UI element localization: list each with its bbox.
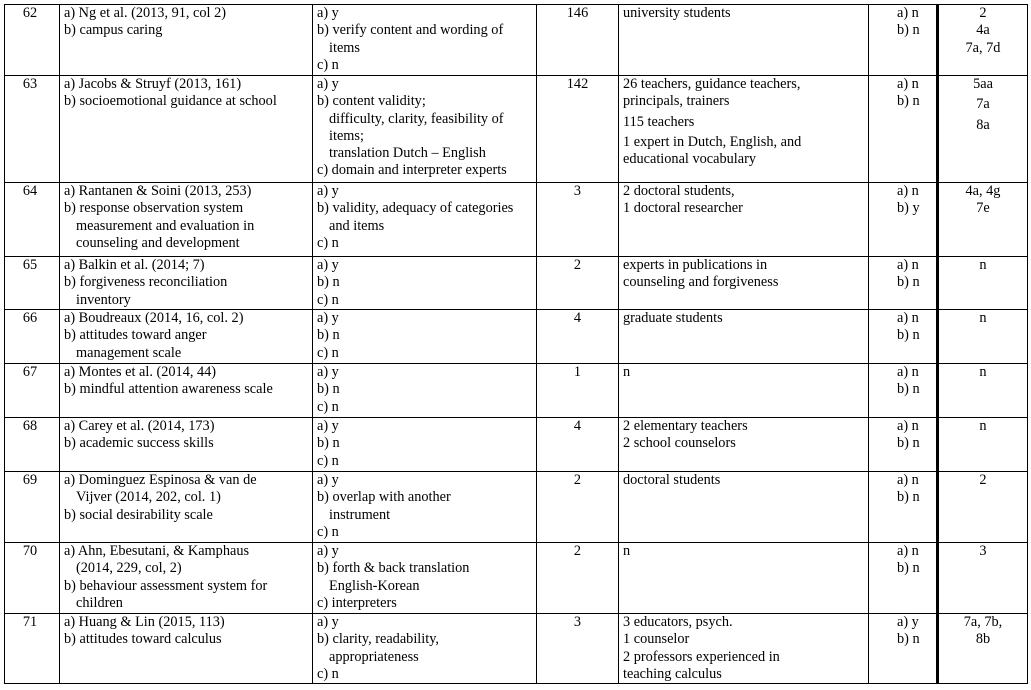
codes-cell: [938, 5, 1028, 76]
yes-no-line: b) n: [897, 631, 920, 648]
sample-count-cell: [537, 5, 619, 76]
code-line: n: [979, 364, 987, 380]
review-line: b) forth & back translation: [317, 560, 470, 577]
review-line: and items: [329, 217, 385, 234]
source-cell: [60, 257, 313, 310]
construct-line: inventory: [76, 291, 131, 308]
yes-no-line: a) y: [897, 614, 919, 630]
sample-count-cell: [537, 364, 619, 418]
review-cell: [313, 472, 537, 543]
experts-cell: [619, 76, 869, 183]
codes-cell: [938, 310, 1028, 364]
construct-line: counseling and development: [76, 234, 240, 251]
row-number-cell: [5, 418, 60, 472]
construct-line: (2014, 229, col, 2): [76, 560, 182, 577]
row-number: 69: [22, 472, 38, 488]
review-cell: [313, 257, 537, 310]
review-line: b) overlap with another: [317, 489, 451, 506]
review-line: instrument: [329, 506, 391, 523]
code-line: n: [979, 257, 987, 273]
review-line: difficulty, clarity, feasibility of: [329, 110, 504, 127]
table-row: [5, 183, 1028, 257]
review-line: c) n: [317, 523, 339, 540]
yes-no-cell: [869, 76, 938, 183]
review-line: c) n: [317, 56, 339, 73]
construct-line: b) socioemotional guidance at school: [64, 93, 277, 110]
sample-count-cell: [537, 472, 619, 543]
source-citation: a) Rantanen & Soini (2013, 253): [64, 183, 252, 199]
code-line: 8b: [975, 631, 991, 648]
data-table: [4, 4, 1028, 684]
table-body: [5, 5, 1028, 684]
experts-line: counseling and forgiveness: [623, 274, 779, 291]
code-line: 5aa: [973, 76, 993, 92]
code-line: n: [979, 310, 987, 326]
row-number-cell: [5, 5, 60, 76]
experts-cell: [619, 364, 869, 418]
review-line: c) n: [317, 234, 339, 251]
construct-line: b) social desirability scale: [64, 506, 213, 523]
review-line: c) n: [317, 398, 339, 415]
row-number: 67: [22, 364, 38, 380]
row-number-cell: [5, 364, 60, 418]
yes-no-cell: [869, 183, 938, 257]
row-number: 63: [22, 76, 38, 92]
source-cell: [60, 183, 313, 257]
review-line: a) y: [317, 5, 339, 21]
yes-no-cell: [869, 472, 938, 543]
code-line: 4a, 4g: [965, 183, 1001, 199]
construct-line: b) forgiveness reconciliation: [64, 274, 228, 291]
sample-count-cell: [537, 418, 619, 472]
row-number: 71: [22, 614, 38, 630]
review-cell: [313, 418, 537, 472]
yes-no-cell: [869, 364, 938, 418]
yes-no-line: a) n: [897, 5, 919, 21]
experts-cell: [619, 543, 869, 614]
construct-line: children: [76, 594, 123, 611]
table-row: [5, 614, 1028, 684]
review-line: a) y: [317, 364, 339, 380]
row-number-cell: [5, 257, 60, 310]
row-number: 62: [22, 5, 38, 21]
construct-line: management scale: [76, 344, 182, 361]
yes-no-line: b) y: [897, 200, 920, 217]
yes-no-line: b) n: [897, 93, 920, 110]
table-row: [5, 310, 1028, 364]
experts-line: n: [623, 364, 631, 380]
yes-no-line: a) n: [897, 310, 919, 326]
construct-line: b) attitudes toward anger: [64, 327, 207, 344]
experts-line: experts in publications in: [623, 257, 768, 273]
review-line: b) n: [317, 435, 340, 452]
review-line: a) y: [317, 543, 339, 559]
experts-cell: [619, 5, 869, 76]
review-line: a) y: [317, 472, 339, 488]
yes-no-line: b) n: [897, 327, 920, 344]
construct-line: measurement and evaluation in: [76, 217, 255, 234]
sample-count: 3: [573, 183, 582, 199]
experts-cell: [619, 418, 869, 472]
review-line: b) validity, adequacy of categories: [317, 200, 514, 217]
code-line: 4a: [976, 22, 990, 39]
sample-count: 1: [573, 364, 582, 380]
yes-no-line: b) n: [897, 22, 920, 39]
sample-count-cell: [537, 310, 619, 364]
source-cell: [60, 543, 313, 614]
yes-no-line: b) n: [897, 274, 920, 291]
yes-no-line: b) n: [897, 381, 920, 398]
construct-line: b) behaviour assessment system for: [64, 577, 268, 594]
construct-line: b) academic success skills: [64, 435, 214, 452]
review-line: English-Korean: [329, 577, 420, 594]
code-line: 7e: [976, 200, 990, 217]
sample-count-cell: [537, 614, 619, 684]
source-citation: a) Boudreaux (2014, 16, col. 2): [64, 310, 244, 326]
experts-line: 1 expert in Dutch, English, and: [623, 133, 802, 150]
sample-count: 146: [566, 5, 589, 21]
sample-count: 2: [573, 257, 582, 273]
code-line: 2: [979, 5, 987, 21]
code-line: 8a: [976, 116, 990, 133]
experts-line: 2 doctoral students,: [623, 183, 735, 199]
sample-count: 4: [573, 418, 582, 434]
construct-line: Vijver (2014, 202, col. 1): [76, 489, 221, 506]
review-line: c) n: [317, 291, 339, 308]
codes-cell: [938, 614, 1028, 684]
row-number-cell: [5, 183, 60, 257]
code-line: 2: [979, 472, 987, 488]
yes-no-line: a) n: [897, 257, 919, 273]
experts-line: 2 elementary teachers: [623, 418, 748, 434]
row-number-cell: [5, 472, 60, 543]
review-cell: [313, 76, 537, 183]
source-cell: [60, 76, 313, 183]
experts-line: n: [623, 543, 631, 559]
code-line: 3: [979, 543, 987, 559]
source-cell: [60, 614, 313, 684]
codes-cell: [938, 472, 1028, 543]
review-line: items: [329, 39, 360, 56]
review-line: b) n: [317, 381, 340, 398]
experts-cell: [619, 257, 869, 310]
sample-count: 4: [573, 310, 582, 326]
review-line: b) content validity;: [317, 93, 426, 110]
review-cell: [313, 543, 537, 614]
review-line: b) verify content and wording of: [317, 22, 504, 39]
source-citation: a) Carey et al. (2014, 173): [64, 418, 215, 434]
experts-line: 2 professors experienced in: [623, 648, 780, 665]
review-cell: [313, 183, 537, 257]
review-line: items;: [329, 127, 364, 144]
yes-no-cell: [869, 418, 938, 472]
row-number-cell: [5, 543, 60, 614]
code-line: n: [979, 418, 987, 434]
experts-line: 1 doctoral researcher: [623, 200, 743, 217]
review-line: a) y: [317, 76, 339, 92]
row-number: 68: [22, 418, 38, 434]
table-row: [5, 5, 1028, 76]
review-line: a) y: [317, 614, 339, 630]
yes-no-cell: [869, 543, 938, 614]
review-line: c) n: [317, 665, 339, 682]
table-row: [5, 472, 1028, 543]
experts-line: 2 school counselors: [623, 435, 736, 452]
row-number: 64: [22, 183, 38, 199]
experts-cell: [619, 472, 869, 543]
review-line: c) n: [317, 344, 339, 361]
source-citation: a) Ahn, Ebesutani, & Kamphaus: [64, 543, 250, 559]
source-citation: a) Jacobs & Struyf (2013, 161): [64, 76, 242, 92]
yes-no-line: a) n: [897, 364, 919, 380]
source-citation: a) Balkin et al. (2014; 7): [64, 257, 205, 273]
sample-count: 142: [566, 76, 589, 92]
source-cell: [60, 5, 313, 76]
yes-no-cell: [869, 5, 938, 76]
sample-count: 2: [573, 543, 582, 559]
review-cell: [313, 310, 537, 364]
experts-line: university students: [623, 5, 731, 21]
construct-line: b) response observation system: [64, 200, 244, 217]
review-line: a) y: [317, 183, 339, 199]
code-line: 7a: [976, 96, 990, 113]
review-line: appropriateness: [329, 648, 419, 665]
row-number: 70: [22, 543, 38, 559]
row-number-cell: [5, 310, 60, 364]
sample-count-cell: [537, 543, 619, 614]
experts-line: 1 counselor: [623, 631, 690, 648]
experts-line: graduate students: [623, 310, 723, 326]
yes-no-line: a) n: [897, 472, 919, 488]
source-cell: [60, 472, 313, 543]
review-line: a) y: [317, 310, 339, 326]
experts-line: 26 teachers, guidance teachers,: [623, 76, 801, 92]
codes-cell: [938, 183, 1028, 257]
yes-no-cell: [869, 257, 938, 310]
yes-no-line: a) n: [897, 418, 919, 434]
construct-line: b) attitudes toward calculus: [64, 631, 222, 648]
code-line: 7a, 7d: [965, 39, 1001, 56]
yes-no-line: b) n: [897, 435, 920, 452]
table-row: [5, 543, 1028, 614]
source-citation: a) Huang & Lin (2015, 113): [64, 614, 225, 630]
sample-count-cell: [537, 257, 619, 310]
source-cell: [60, 310, 313, 364]
yes-no-cell: [869, 310, 938, 364]
review-line: c) interpreters: [317, 594, 397, 611]
table-row: [5, 76, 1028, 183]
experts-line: 115 teachers: [623, 113, 695, 130]
experts-cell: [619, 183, 869, 257]
code-line: 7a, 7b,: [963, 614, 1003, 630]
yes-no-line: a) n: [897, 76, 919, 92]
experts-line: 3 educators, psych.: [623, 614, 733, 630]
row-number: 66: [22, 310, 38, 326]
review-line: a) y: [317, 257, 339, 273]
source-citation: a) Ng et al. (2013, 91, col 2): [64, 5, 226, 21]
sample-count: 3: [573, 614, 582, 630]
review-line: c) domain and interpreter experts: [317, 162, 507, 179]
experts-cell: [619, 310, 869, 364]
experts-line: educational vocabulary: [623, 151, 756, 168]
codes-cell: [938, 543, 1028, 614]
source-cell: [60, 364, 313, 418]
review-cell: [313, 364, 537, 418]
experts-line: principals, trainers: [623, 93, 730, 110]
review-line: b) n: [317, 274, 340, 291]
construct-line: b) campus caring: [64, 22, 163, 39]
review-cell: [313, 5, 537, 76]
review-line: b) clarity, readability,: [317, 631, 439, 648]
row-number: 65: [22, 257, 38, 273]
table-row: [5, 364, 1028, 418]
row-number-cell: [5, 614, 60, 684]
yes-no-line: a) n: [897, 543, 919, 559]
sample-count: 2: [573, 472, 582, 488]
review-line: c) n: [317, 452, 339, 469]
yes-no-line: b) n: [897, 560, 920, 577]
review-line: translation Dutch – English: [329, 145, 486, 162]
construct-line: b) mindful attention awareness scale: [64, 381, 273, 398]
source-citation: a) Montes et al. (2014, 44): [64, 364, 217, 380]
sample-count-cell: [537, 183, 619, 257]
sample-count-cell: [537, 76, 619, 183]
table-row: [5, 418, 1028, 472]
experts-line: teaching calculus: [623, 665, 722, 682]
codes-cell: [938, 418, 1028, 472]
review-cell: [313, 614, 537, 684]
source-cell: [60, 418, 313, 472]
source-citation: a) Dominguez Espinosa & van de: [64, 472, 257, 488]
row-number-cell: [5, 76, 60, 183]
yes-no-cell: [869, 614, 938, 684]
review-line: a) y: [317, 418, 339, 434]
table-row: [5, 257, 1028, 310]
codes-cell: [938, 364, 1028, 418]
codes-cell: [938, 257, 1028, 310]
yes-no-line: b) n: [897, 489, 920, 506]
codes-cell: [938, 76, 1028, 183]
experts-line: doctoral students: [623, 472, 721, 488]
review-line: b) n: [317, 327, 340, 344]
yes-no-line: a) n: [897, 183, 919, 199]
experts-cell: [619, 614, 869, 684]
